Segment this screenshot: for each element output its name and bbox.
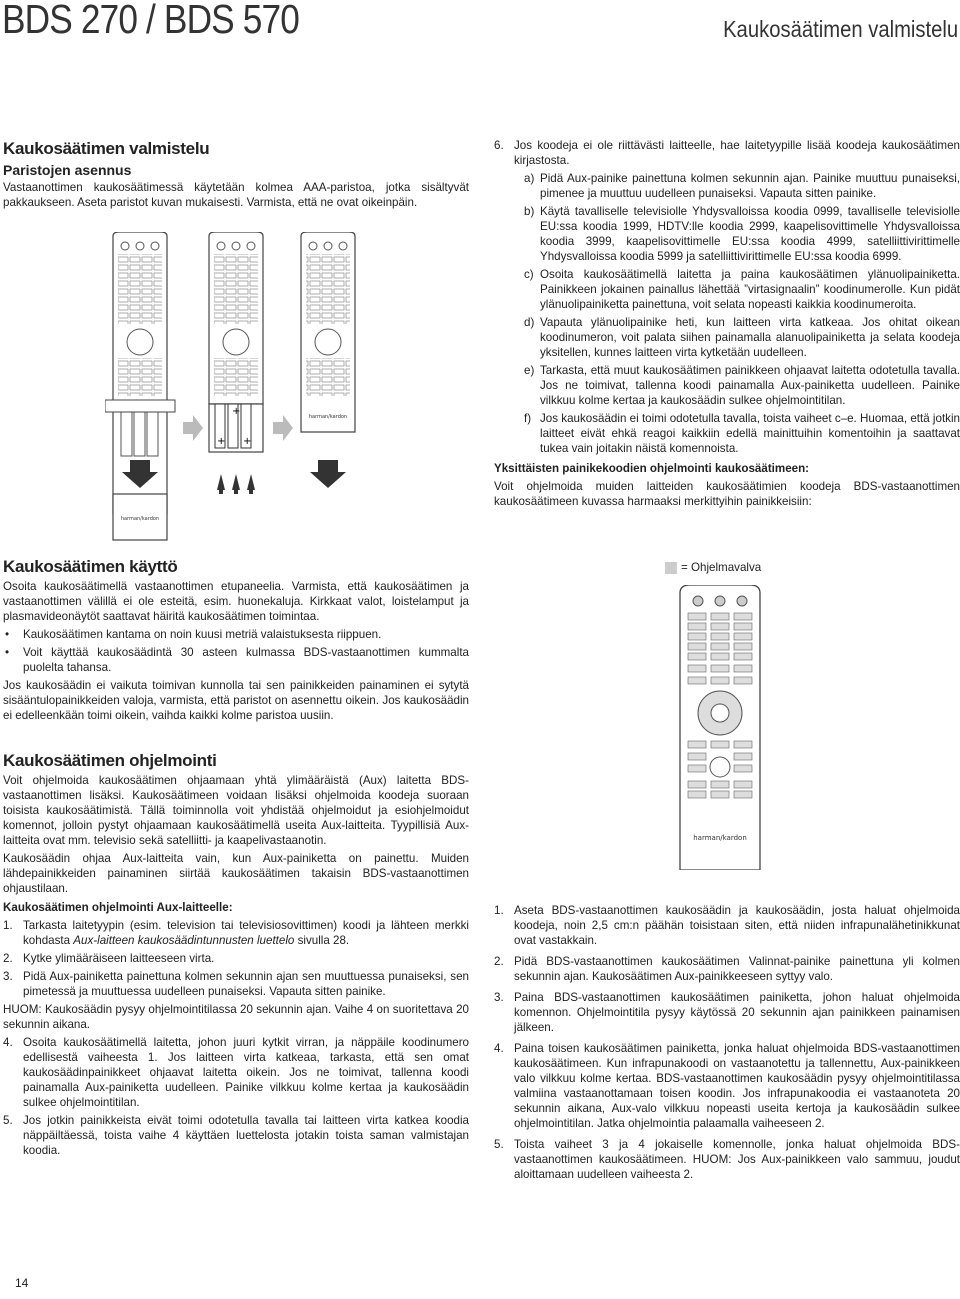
- use-bullets: [3, 627, 469, 675]
- legend: [665, 561, 761, 574]
- remote-back-1: [105, 232, 175, 514]
- remote-front-illustration: [670, 585, 770, 870]
- substep: b) Käytä tavalliselle televisiolle Yhdysvalloissa koodia 0999, tavalliselle televisiolle EU:ssa koodia 1999, HDTV:lle koodia 2999, kaapelisovittimelle Yhdysvalloissa koodia 3999, kaapelisovittimelle EU:ssa koodia 4999, satelliittivirittimelle Yhdysvalloissa koodia 5999 ja satelliittivirittimelle EU:ssa koodia 6999.: [524, 205, 960, 263]
- legend-label: = Ohjelmavalva: [681, 561, 762, 574]
- aux-step: 5. Jos jotkin painikkeista eivät toimi odotetulla tavalla tai laitteen virta katkea koodia näppäiltäessä, toista vaihe 4 käyttäen luettelosta jotakin toista saman valmistajan koodia.: [3, 1114, 469, 1157]
- aux-step: 3. Pidä Aux-painiketta painettuna kolmen sekunnin ajan sen muuttuessa punaiseksi, sen pimetessä ja muuttuessa uudelleen punaiseksi. Vapauta sitten painike.: [3, 970, 469, 998]
- step-6-item: 6. Jos koodeja ei ole riittävästi laitteelle, hae laitetyypille lisää koodeja kaukosäätimen kirjastosta.: [494, 139, 960, 167]
- battery-install-figure: [105, 232, 375, 542]
- aux-steps-2: [3, 1035, 469, 1158]
- use-heading: Kaukosäätimen käyttö: [3, 557, 178, 576]
- single-code-step: 5. Toista vaiheet 3 ja 4 jokaiselle komennolle, jonka haluat ohjelmoida BDS-vastaanottimen kaukosäätimeen. HUOM: Jos Aux-painikkeen valo sammuu, joudut aloittamaan uudelleen vaiheesta 2.: [494, 1138, 960, 1181]
- remote-back-3: [301, 232, 355, 488]
- legend-swatch: [665, 562, 677, 574]
- programming-paragraph-2: Kaukosäädin ohjaa Aux-laitteita vain, kun Aux-painiketta on painettu. Muiden lähdepainikkeiden painaminen siirtää kaukosäätimen takaisin BDS-vastaanottimen ohjaustilaan.: [3, 852, 469, 895]
- single-code-step: 1. Aseta BDS-vastaanottimen kaukosäädin ja kaukosäädin, josta haluat ohjelmoida koodeja, noin 2,5 cm:n päähän toisistaan siten, että niiden infrapunalähetinikkunat ovat vastakkain.: [494, 904, 960, 947]
- section-prep: [3, 138, 469, 210]
- remote-back-2: [209, 232, 263, 494]
- svg-text:harman/kardon: harman/kardon: [120, 516, 160, 522]
- aux-note: HUOM: Kaukosäädin pysyy ohjelmointitilassa 20 sekunnin ajan. Vaihe 4 on suoritettava 20 sekunnin aikana.: [3, 1003, 469, 1031]
- substep: d) Vapauta ylänuolipainike heti, kun laitteen virta katkeaa. Jos ohitat oikean koodinumeron, voit palata siihen painamalla alanuolipainiketta ja selata koodeja yksitellen, kunnes laitteen virta kytketään uudelleen.: [524, 316, 960, 359]
- single-code-paragraph: Voit ohjelmoida muiden laitteiden kaukosäätimien koodeja BDS-vastaanottimen kaukosäätimeen kuvassa harmaaksi merkittyihin painikkeisiin:: [494, 480, 960, 508]
- use-paragraph-2: Jos kaukosäädin ei vaikuta toimivan kunnolla tai sen painikkeiden painaminen ei sytytä sisääntulopainikkeiden valoja, varmista, että paristot on asennettu oikein. Jos kaukosäädin ei edelleenkään toimi oikein, vaihda kaikki kolme paristoa uusiin.: [3, 679, 469, 722]
- substep: a) Pidä Aux-painike painettuna kolmen sekunnin ajan. Painike muuttuu punaiseksi, pimenee ja muuttuu uudelleen punaiseksi. Vapauta sitten painike.: [524, 172, 960, 200]
- page-title: Kaukosäätimen valmistelu: [3, 139, 210, 158]
- single-code-step: 3. Paina BDS-vastaanottimen kaukosäätimen painiketta, johon haluat ohjelmoida komennon. Ohjelmointitila pysyy käytössä 20 sekunnin ajan painikkeen painamisen jälkeen.: [494, 991, 960, 1034]
- page-number: 14: [15, 1276, 29, 1290]
- single-code-step: 2. Pidä BDS-vastaanottimen kaukosäätimen Valinnat-painike painettuna yli kolmen sekunnin ajan. Kaukosäätimen Aux-painikkeeseen syttyy valo.: [494, 955, 960, 983]
- aux-step: 1. Tarkasta laitetyypin (esim. television tai televisiosovittimen) koodi ja lähteen merkki kohdasta Aux-laitteen kaukosäädintunnusten luettelo sivulla 28.: [3, 919, 469, 947]
- use-paragraph: Osoita kaukosäätimellä vastaanottimen etupaneelia. Varmista, että kaukosäätimen ja vastaanottimen välillä ei ole esteitä, esim. huonekaluja. Kirkkaat valot, loistelamput ja plasmavideonäytöt saattavat häiritä kaukosäätimen toimintaa.: [3, 580, 469, 623]
- substep: f) Jos kaukosäädin ei toimi odotetulla tavalla, toista vaiheet c–e. Huomaa, että jotkin laitteet eivät ehkä reagoi kaikkiin edellä mainittuihin komentoihin ja saattavat tukea vain joitakin näistä komennoista.: [524, 412, 960, 455]
- battery-paragraph: Vastaanottimen kaukosäätimessä käytetään kolmea AAA-paristoa, jotka sisältyvät pakkaukseen. Aseta paristot kuvan mukaisesti. Varmista, että ne ovat oikeinpäin.: [3, 181, 469, 209]
- right-column-lower: [494, 903, 960, 1182]
- svg-text:+: +: [232, 406, 241, 417]
- single-code-step: 4. Paina toisen kaukosäätimen painiketta, jonka haluat ohjelmoida BDS-vastaanottimen kaukosäätimeen. Kun infrapunakoodi on vastaanotettu ja tallennettu, Aux-painikkeen valo vilkkuu kolme kertaa. BDS-vastaanottimen kaukosäädin pysyy ohjelmointitilassa valmiina vastaanottamaan toisen koodin. Jos infrapunakoodia ei vastaanoteta 20 sekunnin aikana, Aux-valo vilkkuu nopeasti useita kertoja ja kaukosäädin sulkee ohjelmointitilan. Jatka ohjelmointia palaamalla vaiheeseen 2.: [494, 1042, 960, 1130]
- brand-logo-3: harman/kardon: [308, 414, 348, 420]
- aux-step: 2. Kytke ylimääräiseen laitteeseen virta.: [3, 952, 215, 965]
- single-code-heading: Yksittäisten painikekoodien ohjelmointi kaukosäätimeen:: [494, 462, 810, 475]
- aux-steps: [3, 918, 469, 999]
- right-column: [494, 138, 960, 509]
- svg-text:+: +: [243, 436, 252, 447]
- use-bullet: • Voit käyttää kaukosäädintä 30 asteen kulmassa BDS-vastaanottimen kummalta puolelta tahansa.: [3, 645, 469, 675]
- header-left: BDS 270 / BDS 570: [2, 0, 300, 42]
- remote-front-figure: [670, 585, 770, 870]
- svg-text:+: +: [217, 436, 226, 447]
- section-use: [3, 556, 469, 723]
- single-code-steps: [494, 903, 960, 1182]
- step-6: [494, 138, 960, 168]
- section-programming: [3, 750, 469, 1158]
- programming-paragraph-1: Voit ohjelmoida kaukosäätimen ohjaamaan yhtä ylimääräistä (Aux) laitetta BDS-vastaanottimen lisäksi. Kaukosäätimeen voidaan lisäksi ohjelmoida koodeja suoraan toisista kaukosäätimistä. Tällä toiminnolla voit yhdistää ohjelmoidut ja esiohjelmoidut komennot, jolloin pystyt ohjaamaan kaukosäätimellä useita Aux-laitteita. Tyypillisiä Aux-laitteita ovat mm. televisio sekä satelliitti- ja kaapelivastaanotin.: [3, 774, 469, 847]
- battery-heading: Paristojen asennus: [3, 162, 132, 178]
- aux-step: 4. Osoita kaukosäätimellä laitetta, johon juuri kytkit virran, ja näppäile koodinumero edellisestä vaiheesta 1. Jos laitteen virta katkeaa, tarkasta, että sen omat kaukosäädinpainikkeet ohjaavat laitetta oikein. Jos ne toimivat, tallenna koodi painamalla Aux-painiketta uudelleen. Painike vilkkuu kolme kertaa ja kaukosäädin sulkee ohjelmointitilan.: [3, 1036, 469, 1109]
- use-bullet: • Kaukosäätimen kantama on noin kuusi metriä valaistuksesta riippuen.: [3, 627, 469, 642]
- svg-text:harman/kardon: harman/kardon: [693, 834, 747, 842]
- remote-illustration: [105, 232, 375, 542]
- programming-heading: Kaukosäätimen ohjelmointi: [3, 751, 217, 770]
- step-6-substeps: [494, 171, 960, 456]
- substep: c) Osoita kaukosäätimellä laitetta ja paina kaukosäätimen ylänuolipainiketta. Painikkeen jokainen painallus lähettää ”virtasignaalin” koodinumerolle. Kun pidät ylänuolipainiketta painettuna, voit selata nopeasti kaikkia koodinumeroita.: [524, 268, 960, 311]
- aux-heading: Kaukosäätimen ohjelmointi Aux-laitteelle:: [3, 901, 233, 914]
- header-right: Kaukosäätimen valmistelu: [722, 16, 958, 42]
- substep: e) Tarkasta, että muut kaukosäätimen painikkeen ohjaavat laitetta odotetulla tavalla. Jos ne toimivat, tallenna koodi painamalla Aux-painiketta uudelleen. Painike vilkkuu kolme kertaa ja kaukosäädin sulkee ohjelmointitilan.: [524, 364, 960, 407]
